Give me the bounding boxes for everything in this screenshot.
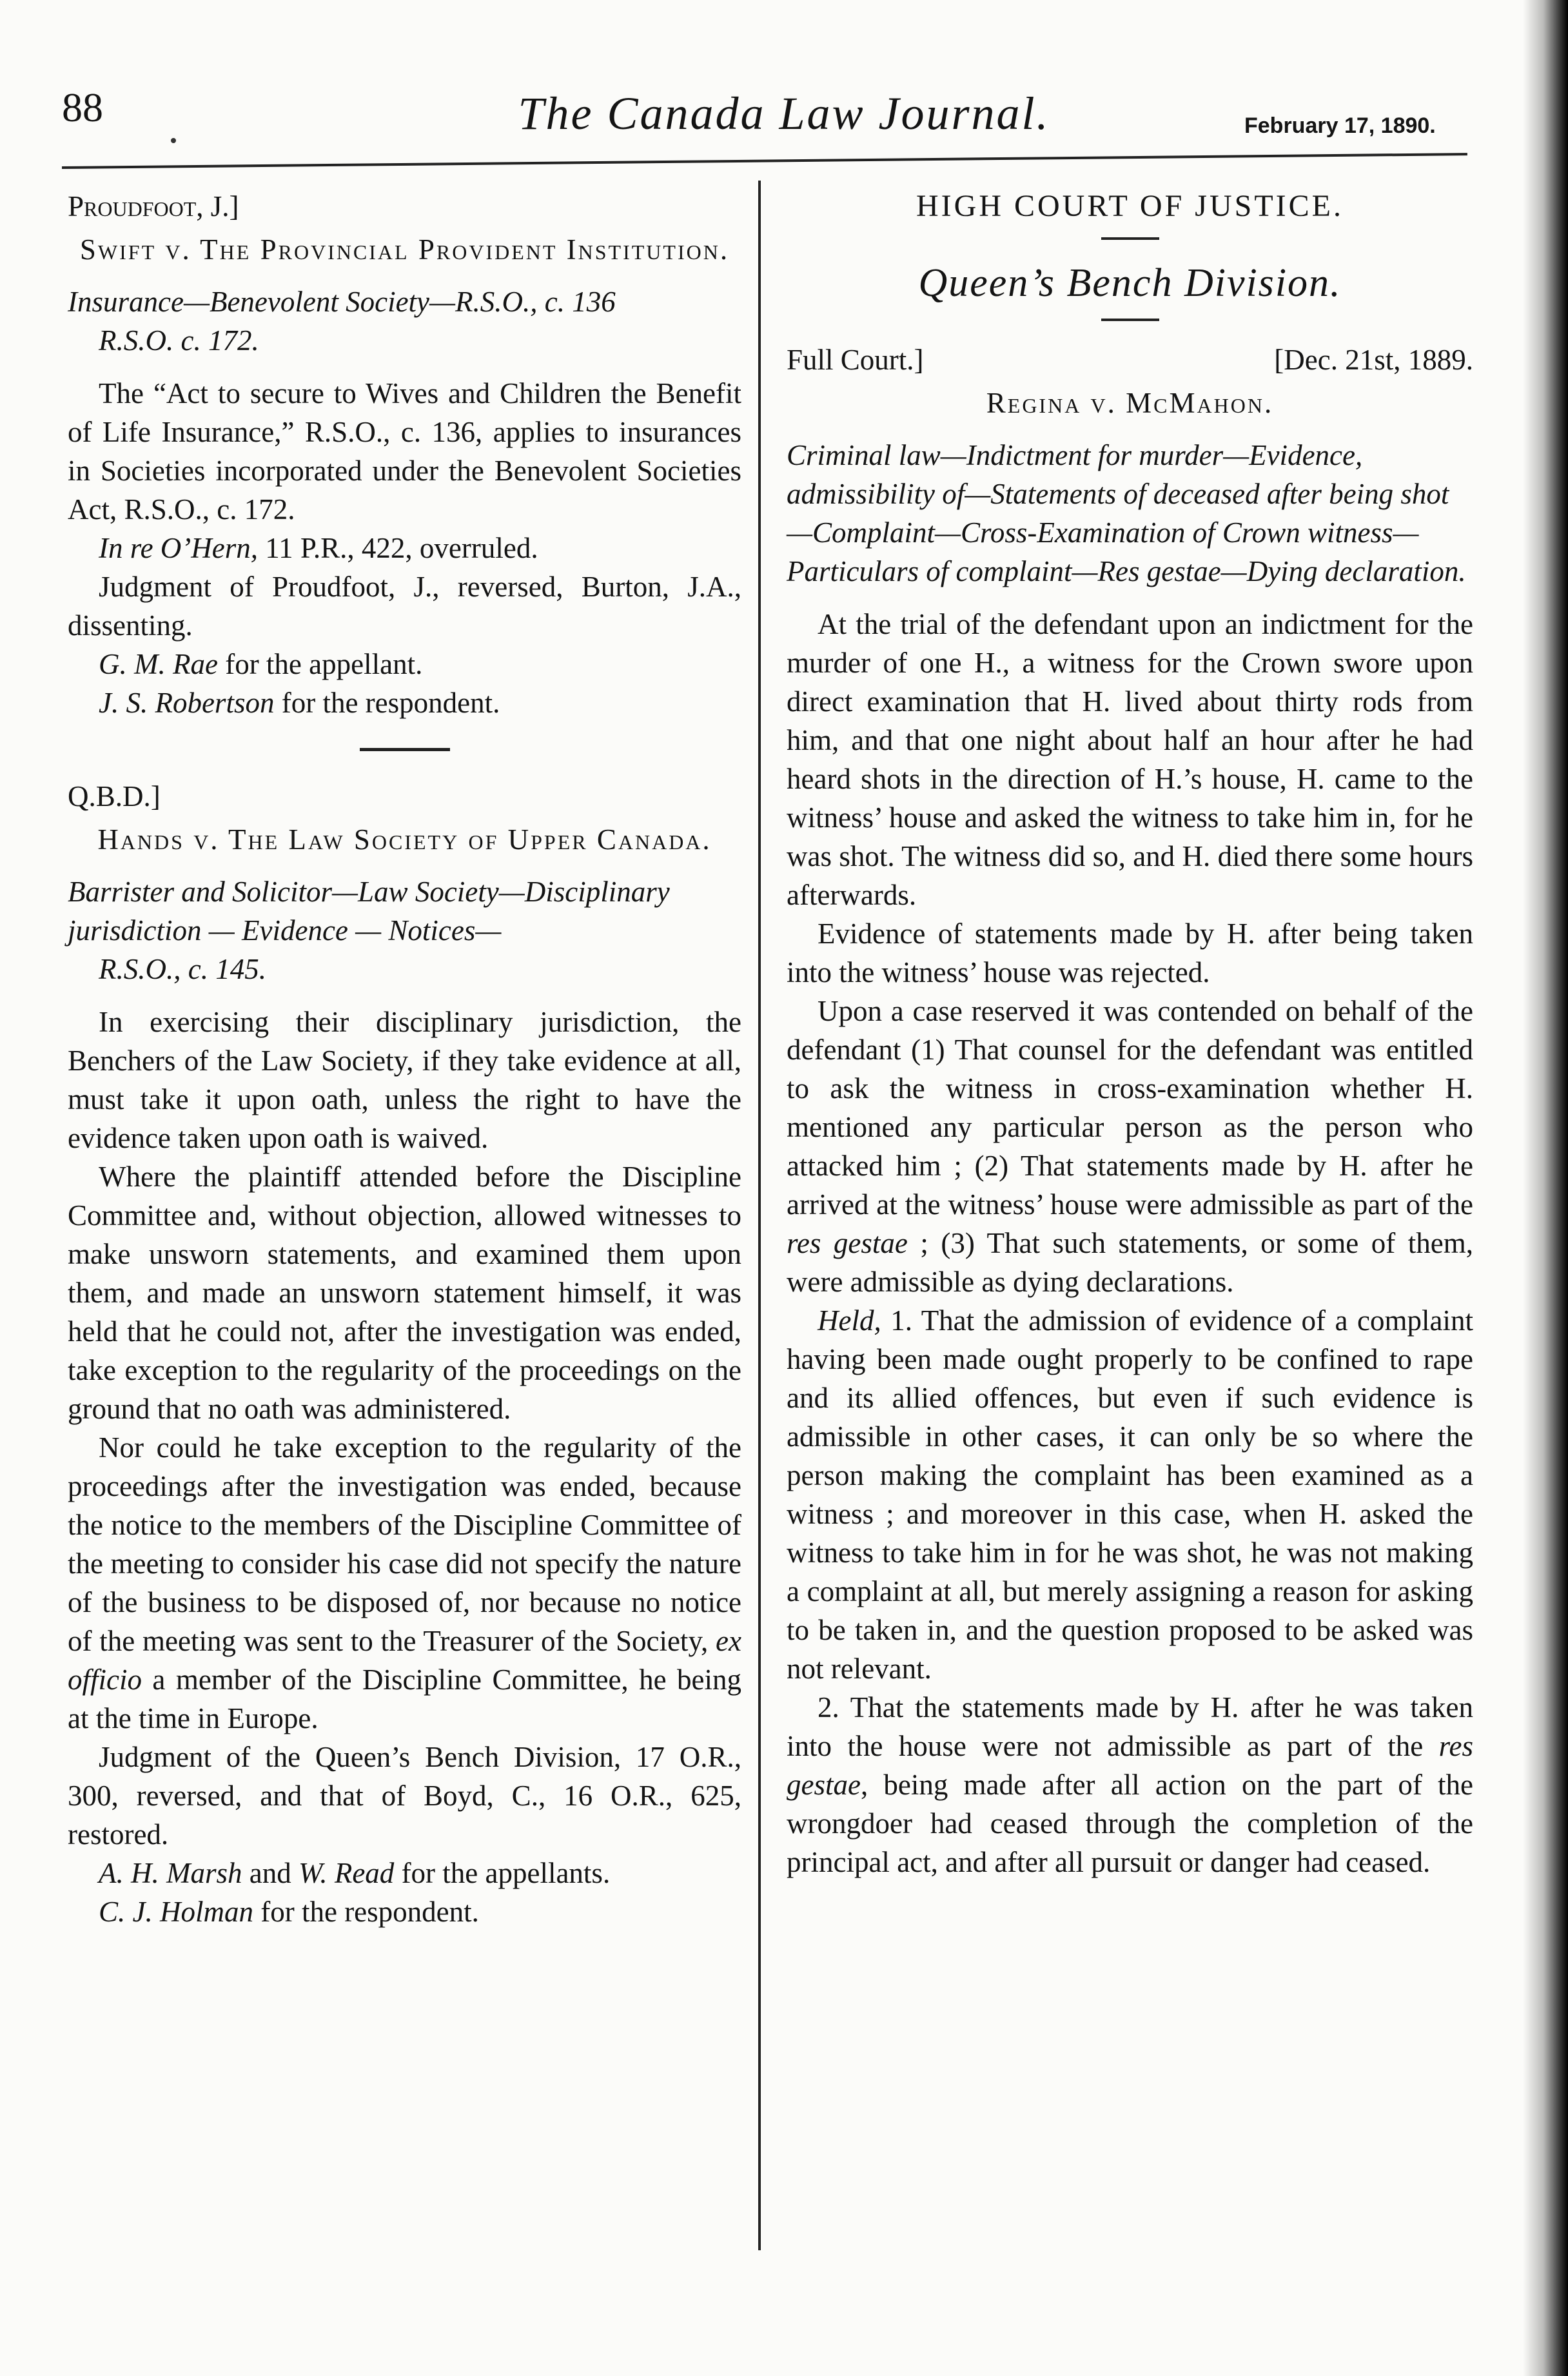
case2-counsel-respondent [68, 1892, 741, 1931]
page-number: 88 [62, 84, 103, 130]
counsel-role: for the respondent. [274, 687, 500, 719]
holding-1-text: 1. That the admission of evidence of a complaint having been made ought properly to be confined to rape and its allied offences, but even if such evidence is admissible in other cases, it can only be so where the person making the complaint has been examined as a witness ; and moreover in this case, when H. asked the witness to take him in for he was shot, he was not making a complaint at all, but merely assigning a reason for asking to be taken in, and the question proposed to be asked was not relevant. [787, 1304, 1473, 1685]
case1-headnote-line1: Insurance—Benevolent Society—R.S.O., c. 136 [68, 286, 616, 318]
case1-paragraph-2 [68, 529, 741, 567]
counsel-name: W. Read [298, 1857, 395, 1889]
issue-date: February 17, 1890. [1244, 113, 1436, 138]
case2-paragraph-3b: a member of the Discipline Committee, he being at the time in Europe. [68, 1664, 741, 1734]
holding-2b: , being made after all action on the part of the wrongdoer had ceased through the completion of the principal act, and after all pursuit or danger had ceased. [787, 1769, 1473, 1878]
division-heading: Queen’s Bench Division. [918, 261, 1342, 305]
case3-headnote: Criminal law—Indictment for murder—Evidence, admissibility of—Statements of deceased after being shot—Complaint—Cross-Examination of Crown witness—Particulars of complaint—Res gestae—Dying declaration. [787, 439, 1466, 587]
case2-court-line: Q.B.D.] [68, 780, 161, 812]
case1-counsel-respondent [68, 683, 741, 722]
counsel-name: J. S. Robertson [99, 687, 275, 719]
case2-headnote [68, 872, 741, 988]
case2-counsel-appellants [68, 1854, 741, 1892]
case1-paragraph-1: The “Act to secure to Wives and Children the Benefit of Life Insurance,” R.S.O., c. 136, applies to insurances in Societies incorporated under the Benevolent Societies Act, R.S.O., c. 172. [68, 377, 741, 525]
case1-headnote-line2: R.S.O. c. 172. [99, 324, 259, 357]
decision-date: [Dec. 21st, 1889. [1274, 344, 1473, 376]
court-heading: HIGH COURT OF JUSTICE. [916, 189, 1344, 223]
case1-judge-line: Proudfoot, J.] [68, 190, 239, 222]
case2-paragraph-3 [68, 1428, 741, 1738]
case3-paragraph-1: At the trial of the defendant upon an indictment for the murder of one H., a witness for the Crown swore upon direct examination that H. lived about thirty rods from him, and that one night about half an hour after he had heard shots in the direction of H.’s house, H. came to the witness’ house and asked the witness to take him in, for he was shot. The witness did so, and H. died there some hours afterwards. [787, 608, 1473, 911]
case3-holding-2 [787, 1688, 1473, 1881]
holding-2a: 2. That the statements made by H. after he was taken into the house were not admissible as part of the [787, 1691, 1473, 1762]
left-column [68, 187, 741, 1931]
case1-title: Swift v. The Provincial Provident Institution. [79, 233, 730, 266]
heading-rule [1101, 237, 1159, 240]
case1-counsel-appellant [68, 645, 741, 683]
case1-cited-case: In re O’Hern, [99, 532, 259, 564]
counsel-role: for the respondent. [253, 1896, 479, 1928]
right-column [787, 187, 1473, 1881]
case-separator-rule [360, 748, 450, 751]
case2-title: Hands v. The Law Society of Upper Canada. [97, 823, 712, 856]
case1-paragraph-2-rest: 11 P.R., 422, overruled. [258, 532, 538, 564]
case3-paragraph-3 [787, 992, 1473, 1301]
case2-paragraph-1: In exercising their disciplinary jurisdiction, the Benchers of the Law Society, if they take evidence at all, must take it upon oath, unless the right to have the evidence taken upon oath is waived. [68, 1006, 741, 1154]
column-divider [758, 181, 761, 2250]
scanned-page-edge [1523, 0, 1568, 2376]
case3-latin-term-2: res gestae [787, 1730, 1473, 1801]
counsel-role: for the appellant. [217, 648, 423, 680]
journal-title: The Canada Law Journal. [518, 88, 1050, 139]
case3-paragraph-3a: Upon a case reserved it was contended on behalf of the defendant (1) That counsel for the defendant was entitled to ask the witness in cross-examination whether H. mentioned any particular person as the person who attacked him ; (2) That statements made by H. after he arrived at the witness’ house were admissible as part of the [787, 995, 1473, 1221]
case3-paragraph-2: Evidence of statements made by H. after being taken into the witness’ house was rejected. [787, 918, 1473, 988]
case2-paragraph-2: Where the plaintiff attended before the Discipline Committee and, without objection, allowed witnesses to make unsworn statements, and examined them upon them, and made an unsworn statement himself, it was held that he could not, after the investigation was ended, take exception to the regularity of the proceedings on the ground that no oath was administered. [68, 1161, 741, 1425]
case2-latin-term: ex officio [68, 1625, 741, 1696]
case1-paragraph-3: Judgment of Proudfoot, J., reversed, Burton, J.A., dissenting. [68, 571, 741, 642]
court-label: Full Court.] [787, 344, 924, 376]
counsel-role: for the appellants. [394, 1857, 611, 1889]
counsel-name: C. J. Holman [99, 1896, 253, 1928]
case3-paragraph-3b: ; (3) That such statements, or some of them, were admissible as dying declarations. [787, 1227, 1473, 1298]
counsel-conjunction: and [242, 1857, 299, 1889]
case2-paragraph-4: Judgment of the Queen’s Bench Division, 17 O.R., 300, reversed, and that of Boyd, C., 16 O.R., 625, restored. [68, 1741, 741, 1851]
case3-title: Regina v. McMahon. [986, 387, 1274, 419]
counsel-name: G. M. Rae [99, 648, 218, 680]
heading-rule [1101, 319, 1159, 321]
court-date-line [787, 340, 1473, 379]
case2-paragraph-3a: Nor could he take exception to the regularity of the proceedings after the investigation was ended, because the notice to the members of the Discipline Committee of the meeting to consider his case did not specify the nature of the business to be disposed of, nor because no notice of the meeting was sent to the Treasurer of the Society, [68, 1431, 741, 1657]
page-header [0, 0, 1568, 174]
case3-holding-1 [787, 1301, 1473, 1688]
counsel-name: A. H. Marsh [99, 1857, 242, 1889]
print-speck [171, 138, 176, 143]
case3-latin-term: res gestae [787, 1227, 908, 1259]
held-label: Held, [818, 1304, 881, 1337]
case2-headnote-line1: Barrister and Solicitor—Law Society—Disciplinary jurisdiction — Evidence — Notices— [68, 876, 670, 947]
header-rule [62, 153, 1467, 169]
case2-headnote-line2: R.S.O., c. 145. [99, 953, 266, 985]
case1-headnote [68, 282, 741, 360]
